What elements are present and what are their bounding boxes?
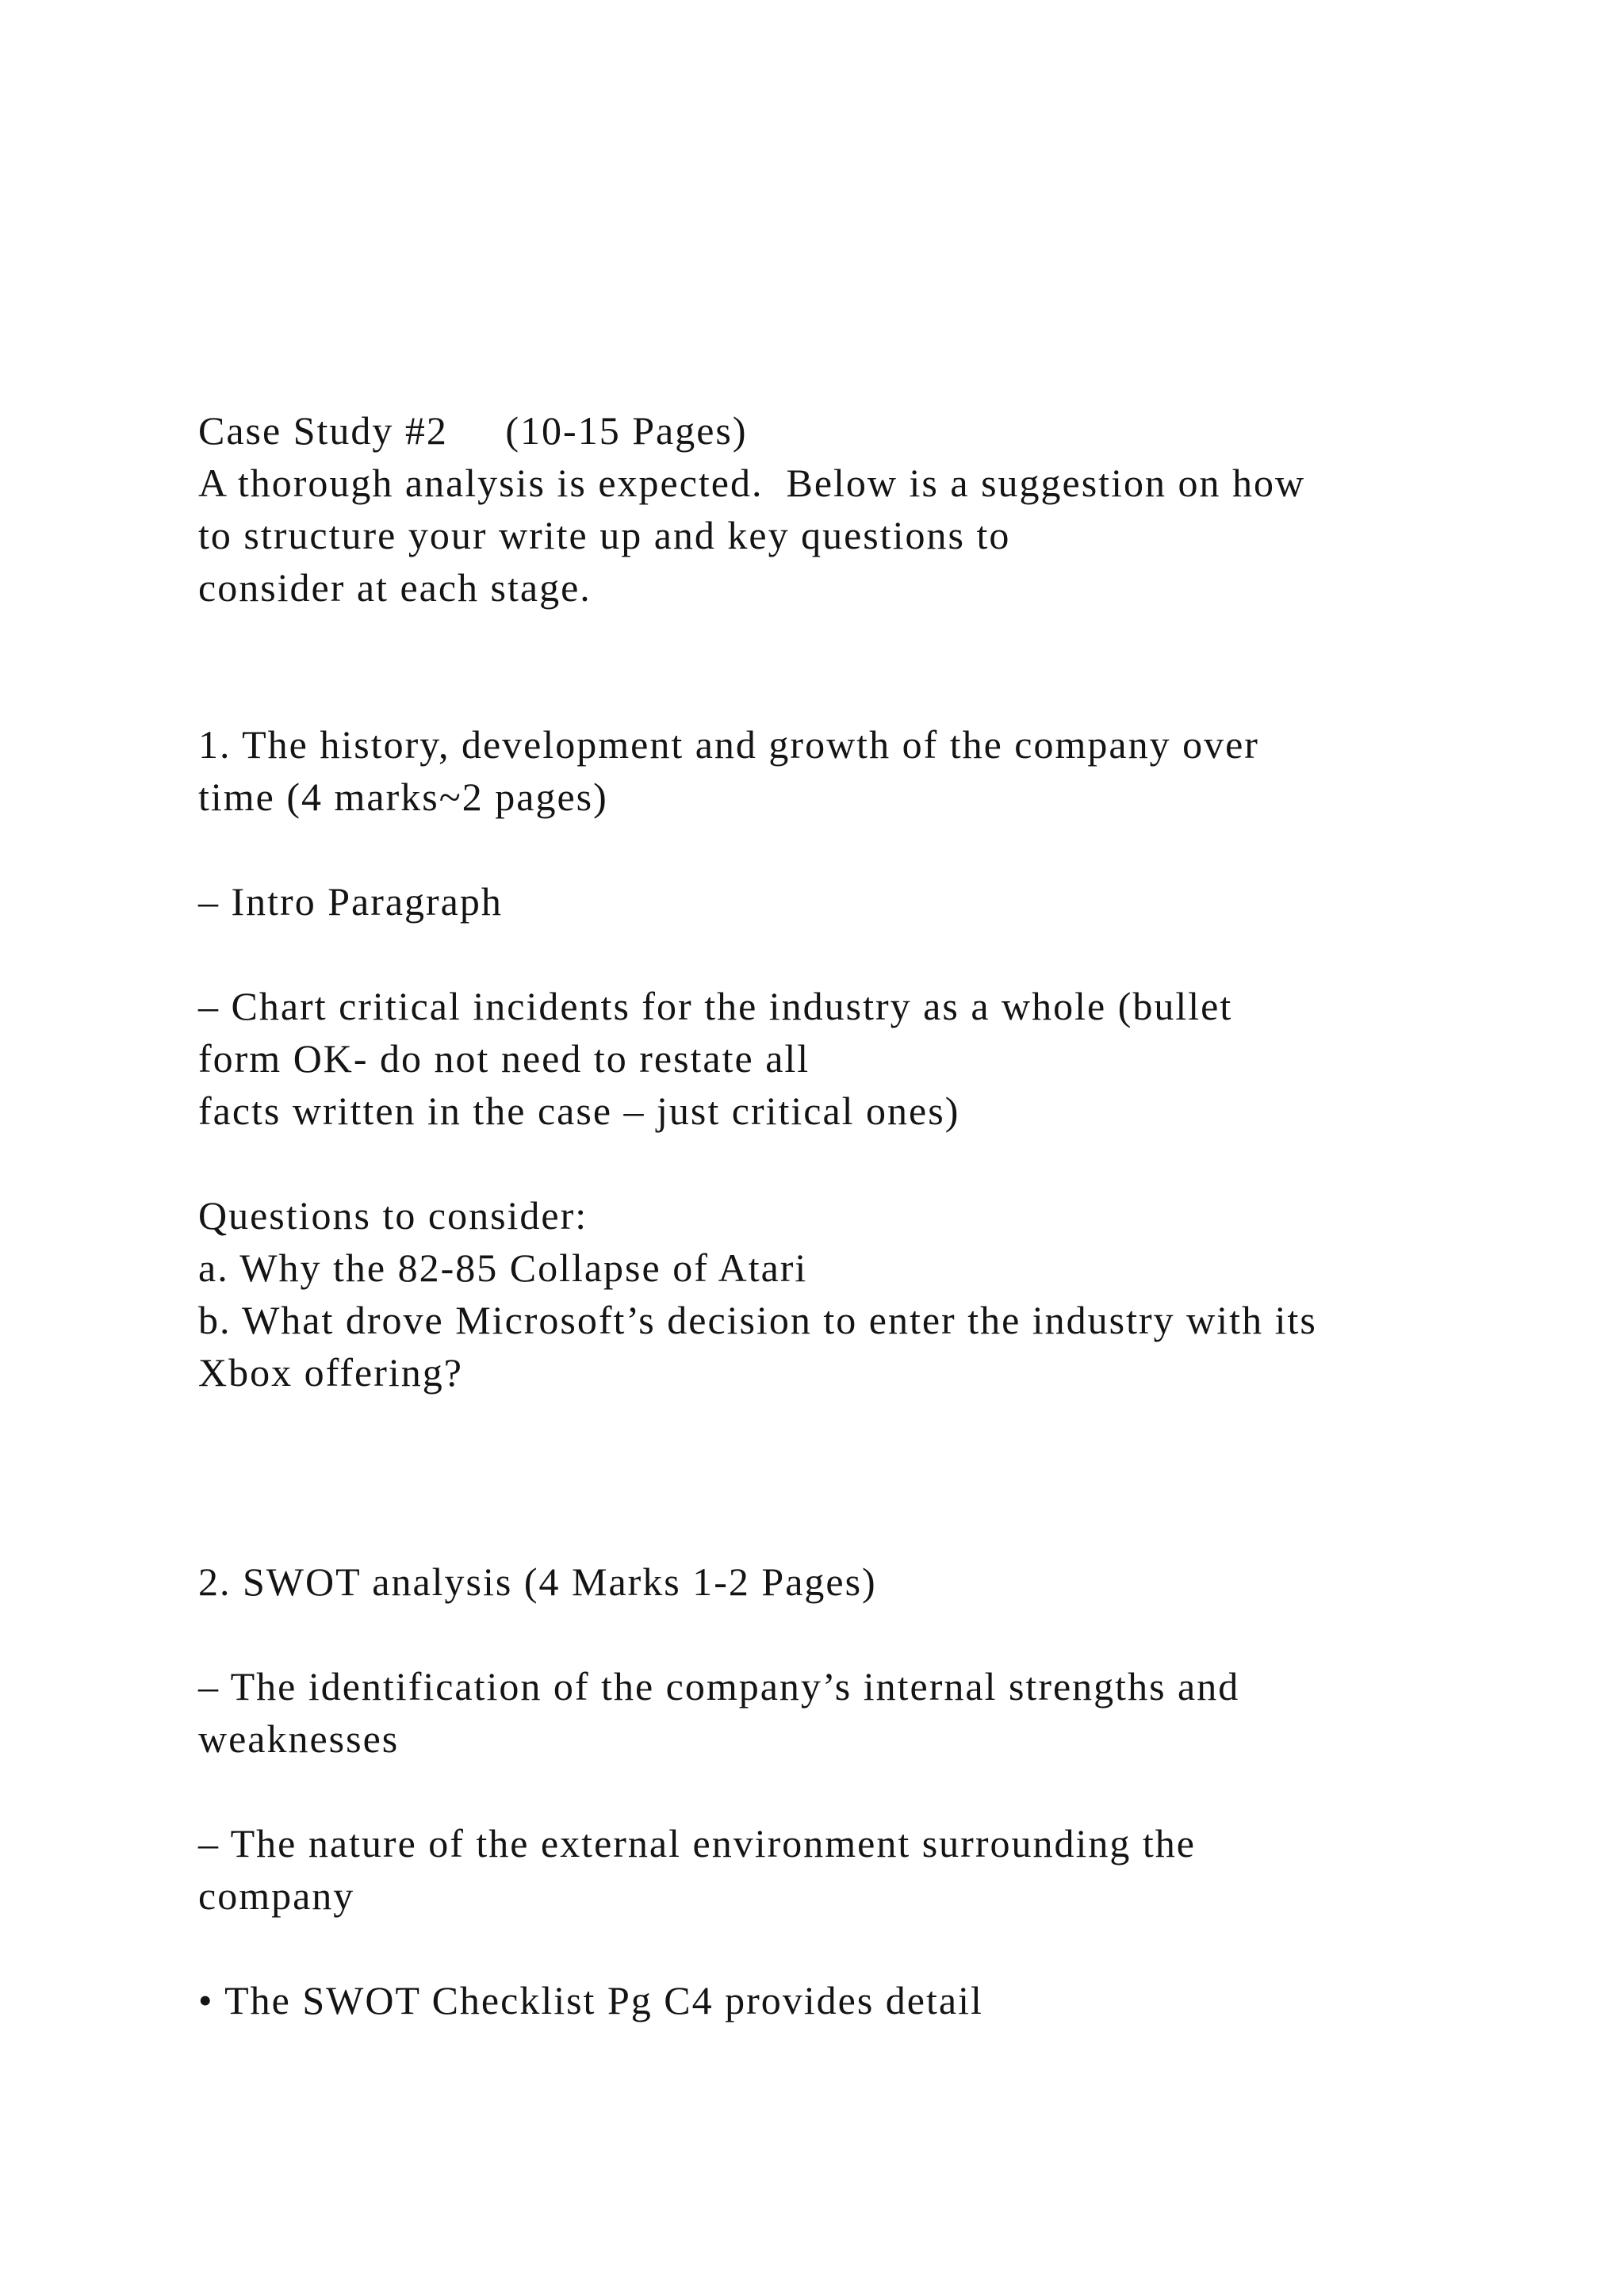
swot-checklist-bullet: • The SWOT Checklist Pg C4 provides detail — [198, 1978, 983, 2022]
spacer — [198, 1399, 1546, 1556]
question-b-line-2: Xbox offering? — [198, 1350, 463, 1395]
spacer — [198, 1922, 1546, 1974]
section-2-item-external-line-2: company — [198, 1873, 355, 1918]
spacer — [198, 823, 1546, 875]
spacer — [198, 1608, 1546, 1660]
questions-label: Questions to consider: — [198, 1193, 588, 1238]
section-1-item-intro: – Intro Paragraph — [198, 879, 503, 924]
spacer — [198, 1137, 1546, 1189]
question-b-line-1: b. What drove Microsoft’s decision to enter the industry with its — [198, 1298, 1317, 1342]
question-a: a. Why the 82-85 Collapse of Atari — [198, 1246, 808, 1290]
section-2-item-internal-line-2: weaknesses — [198, 1716, 400, 1761]
section-1-item-chart-line-2: form OK- do not need to restate all — [198, 1036, 810, 1081]
section-1-item-chart-line-1: – Chart critical incidents for the industry as a whole (bullet — [198, 984, 1233, 1028]
document-title: Case Study #2 (10-15 Pages) — [198, 408, 748, 453]
document-body — [198, 404, 1546, 2026]
section-1-heading-line-1: 1. The history, development and growth of the company over — [198, 722, 1259, 767]
spacer — [198, 928, 1546, 980]
section-2-item-external-line-1: – The nature of the external environment surrounding the — [198, 1821, 1196, 1866]
spacer — [198, 614, 1546, 718]
section-1-item-chart-line-3: facts written in the case – just critical ones) — [198, 1089, 960, 1133]
intro-line-3: consider at each stage. — [198, 565, 592, 610]
intro-line-1: A thorough analysis is expected. Below is a suggestion on how — [198, 461, 1306, 505]
section-1-heading-line-2: time (4 marks~2 pages) — [198, 775, 608, 819]
section-2-item-internal-line-1: – The identification of the company’s internal strengths and — [198, 1664, 1240, 1709]
section-2-heading: 2. SWOT analysis (4 Marks 1-2 Pages) — [198, 1559, 877, 1604]
intro-line-2: to structure your write up and key questions to — [198, 513, 1011, 557]
spacer — [198, 1765, 1546, 1817]
